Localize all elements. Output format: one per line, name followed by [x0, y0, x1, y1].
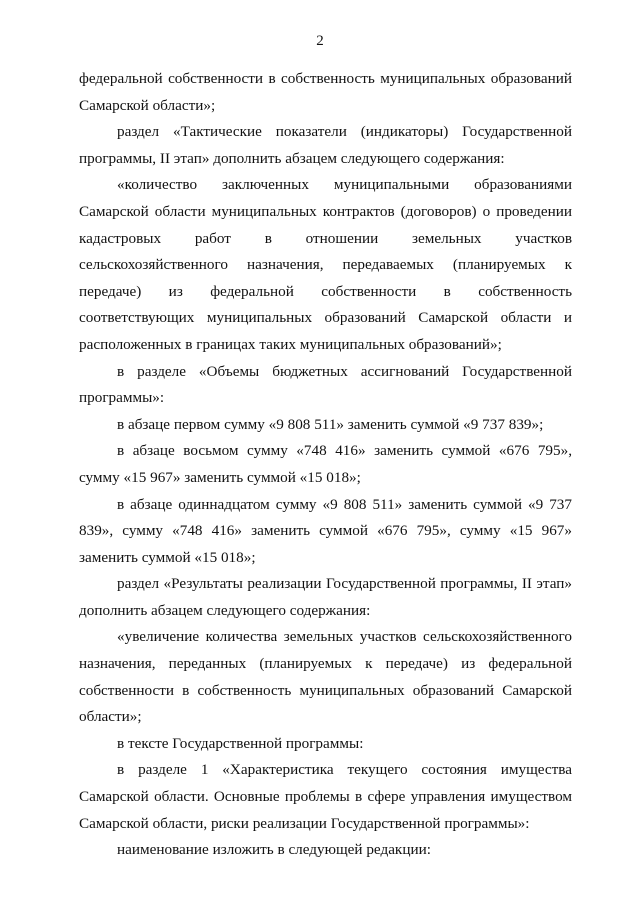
paragraph: «увеличение количества земельных участков сельскохозяйственного назначения, переданных (планируемых к передаче) из федеральной собственности в собственность муниципальных образований Самарской области»; — [79, 628, 572, 726]
paragraph: в разделе «Объемы бюджетных ассигнований Государственной программы»: — [79, 362, 572, 407]
paragraph: наименование изложить в следующей редакции: — [117, 841, 431, 859]
paragraph: федеральной собственности в собственность муниципальных образований Самарской области»; — [79, 70, 572, 114]
paragraph: в тексте Государственной программы: — [117, 734, 364, 752]
page-number: 2 — [316, 33, 324, 49]
paragraph: «количество заключенных муниципальными образованиями Самарской области муниципальных контрактов (договоров) о проведении кадастровых работ в отношении земельных участков сельскохозяйственного назначения, передаваемых (планируемых к передаче) из федеральной собственности в собственность соответствующих муниципальных образований Самарской области и расположенных в границах таких муниципальных образований»; — [79, 176, 572, 353]
paragraph: в разделе 1 «Характеристика текущего состояния имущества Самарской области. Основные проблемы в сфере управления имуществом Самарской области, риски реализации Государственной программы»: — [79, 761, 572, 832]
paragraph: раздел «Тактические показатели (индикаторы) Государственной программы, II этап» дополнить абзацем следующего содержания: — [79, 123, 572, 167]
document-body — [79, 66, 572, 864]
paragraph: раздел «Результаты реализации Государственной программы, II этап» дополнить абзацем следующего содержания: — [79, 575, 572, 619]
paragraph: в абзаце первом сумму «9 808 511» заменить суммой «9 737 839»; — [117, 415, 544, 433]
paragraph: в абзаце восьмом сумму «748 416» заменить суммой «676 795», сумму «15 967» заменить суммой «15 018»; — [79, 442, 572, 486]
paragraph: в абзаце одиннадцатом сумму «9 808 511» заменить суммой «9 737 839», сумму «748 416» заменить суммой «676 795», сумму «15 967» заменить суммой «15 018»; — [79, 495, 572, 566]
